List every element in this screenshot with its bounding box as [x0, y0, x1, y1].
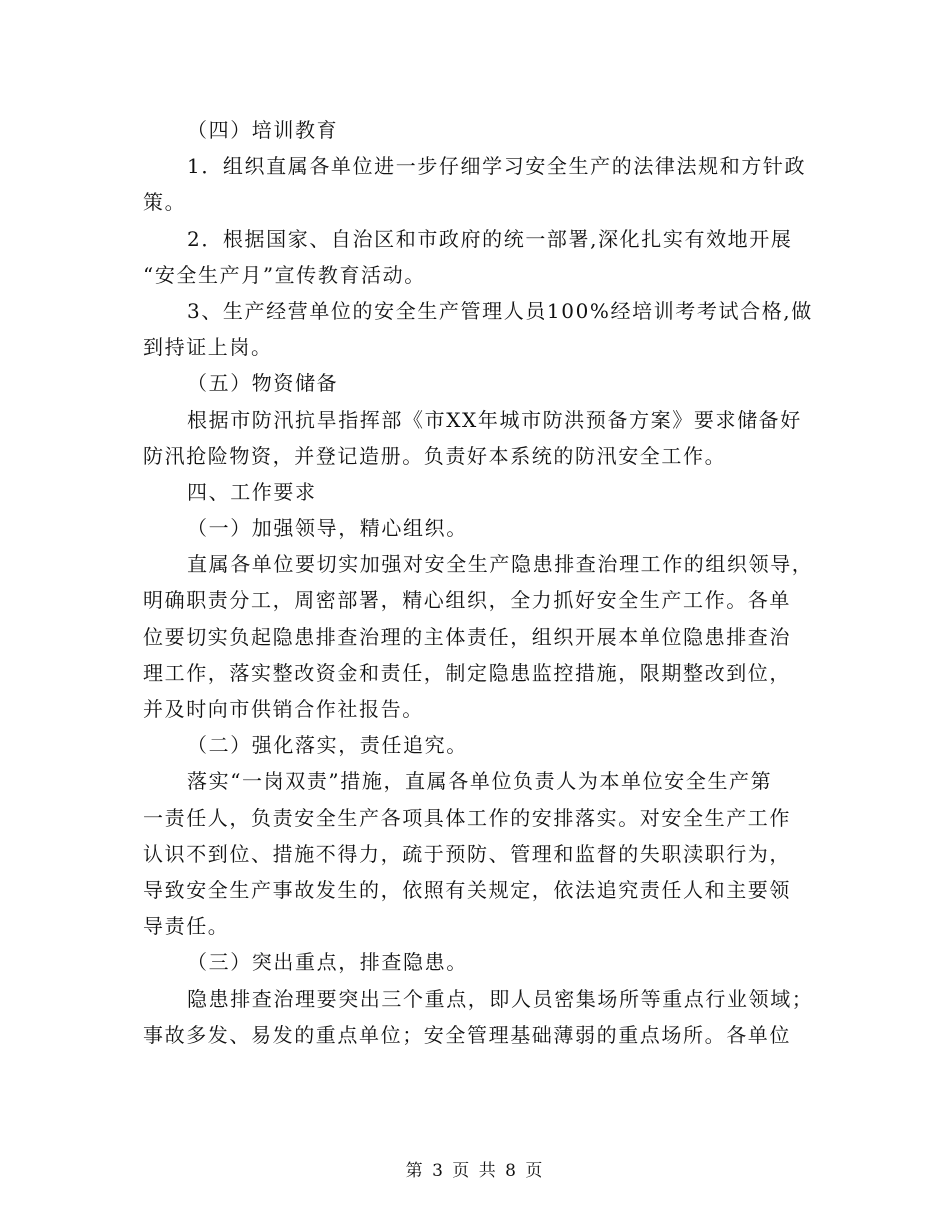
heading-accountability: （二）强化落实，责任追究。 [187, 733, 468, 758]
paragraph-line: 导责任。 [143, 914, 230, 939]
paragraph-line: 并及时向市供销合作社报告。 [143, 697, 424, 721]
paragraph-line: 根据市防汛抗旱指挥部《市XX年城市防洪预备方案》要求储备好 [187, 407, 802, 432]
heading-requirements: 四、工作要求 [187, 479, 317, 504]
heading-leadership: （一）加强领导，精心组织。 [187, 516, 468, 541]
paragraph-line: “安全生产月”宣传教育活动。 [143, 262, 426, 287]
paragraph-line: 导致安全生产事故发生的，依照有关规定，依法追究责任人和主要领 [143, 877, 791, 902]
paragraph-line: 3、生产经营单位的安全生产管理人员100%经培训考考试合格,做 [187, 298, 813, 323]
paragraph-line: 2．根据国家、自治区和市政府的统一部署,深化扎实有效地开展 [187, 226, 793, 251]
paragraph-line: 认识不到位、措施不得力，疏于预防、管理和监督的失职渎职行为， [143, 841, 791, 866]
paragraph-line: 事故多发、易发的重点单位；安全管理基础薄弱的重点场所。各单位 [143, 1022, 791, 1047]
paragraph-line: 落实“一岗双责”措施，直属各单位负责人为本单位安全生产第 [187, 769, 773, 794]
paragraph-line: 1．组织直属各单位进一步仔细学习安全生产的法律法规和方针政 [187, 154, 807, 179]
paragraph-line: 策。 [143, 190, 187, 215]
paragraph-line: 到持证上岗。 [143, 335, 273, 360]
heading-materials: （五）物资储备 [187, 371, 339, 396]
paragraph-line: 理工作，落实整改资金和责任，制定隐患监控措施，限期整改到位， [143, 660, 791, 685]
document-body [143, 112, 813, 1053]
heading-training: （四）培训教育 [187, 118, 339, 142]
paragraph-line: 防汛抢险物资，并登记造册。负责好本系统的防汛安全工作。 [143, 443, 727, 468]
page-number-footer: 第 3 页 共 8 页 [405, 1161, 545, 1181]
paragraph-line: 隐患排查治理要突出三个重点，即人员密集场所等重点行业领域； [187, 986, 814, 1011]
paragraph-line: 明确职责分工，周密部署，精心组织，全力抓好安全生产工作。各单 [143, 588, 791, 613]
paragraph-line: 直属各单位要切实加强对安全生产隐患排查治理工作的组织领导， [187, 552, 814, 577]
paragraph-line: 位要切实负起隐患排查治理的主体责任，组织开展本单位隐患排查治 [143, 624, 791, 649]
heading-key-points: （三）突出重点，排查隐患。 [187, 950, 468, 975]
paragraph-line: 一责任人，负责安全生产各项具体工作的安排落实。对安全生产工作 [143, 805, 791, 830]
